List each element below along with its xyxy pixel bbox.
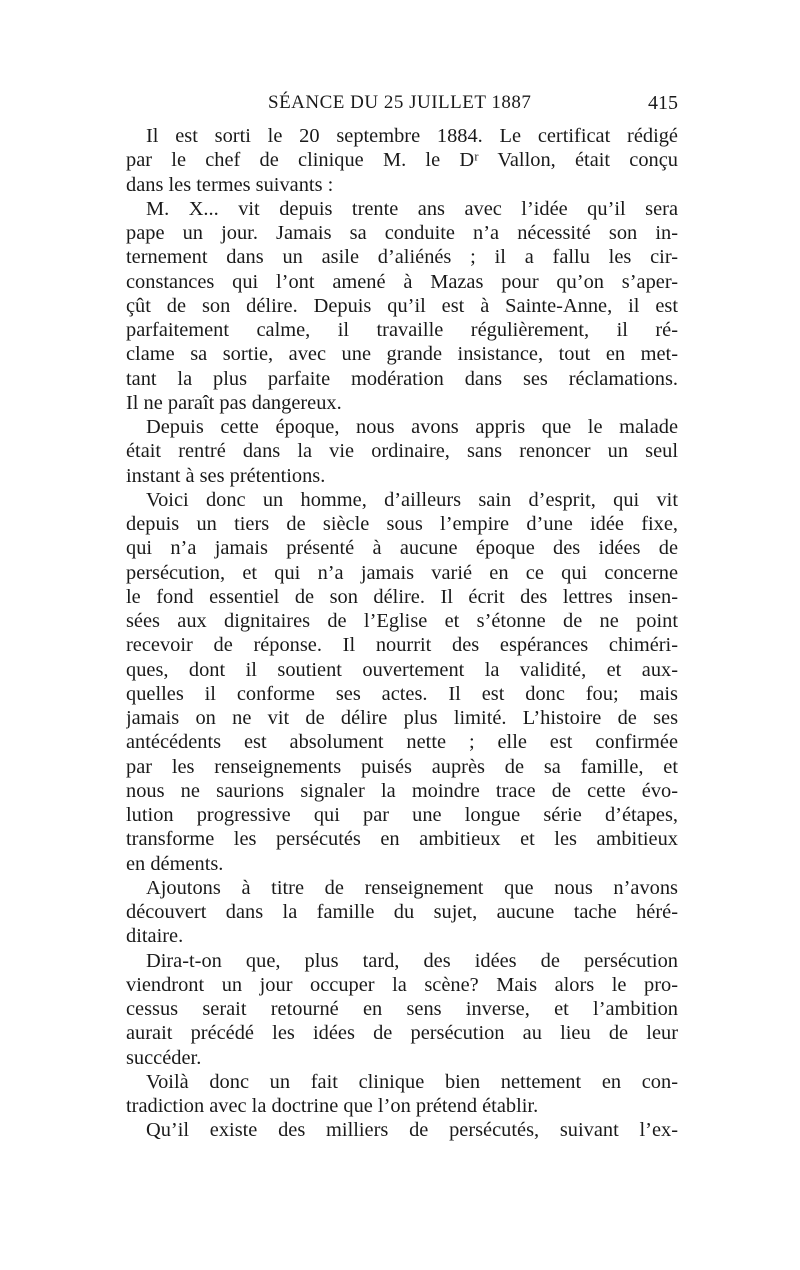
text-line: Il est sorti le 20 septembre 1884. Le certificat rédigé — [146, 125, 678, 147]
text-line: en déments. — [126, 852, 224, 875]
text-line: Dira-t-on que, plus tard, des idées de persécution — [146, 949, 678, 972]
text-line: le fond essentiel de son délire. Il écrit des lettres insen- — [126, 585, 678, 608]
text-line: recevoir de réponse. Il nourrit des espérances chiméri- — [126, 634, 678, 657]
text-line: qui n’a jamais présenté à aucune époque des idées de — [126, 537, 678, 560]
text-line: par le chef de clinique M. le Dʳ Vallon, était conçu — [126, 149, 678, 172]
text-line: tant la plus parfaite modération dans ses réclamations. — [126, 367, 678, 390]
text-line: ternement dans un asile d’aliénés ; il a fallu les cir- — [126, 246, 678, 269]
running-head — [126, 92, 678, 120]
text-line: quelles il conforme ses actes. Il est donc fou; mais — [126, 682, 678, 705]
text-line: Voilà donc un fait clinique bien nettement en con- — [146, 1070, 678, 1093]
text-line: tradiction avec la doctrine que l’on prétend établir. — [126, 1095, 539, 1117]
text-line: était rentré dans la vie ordinaire, sans renoncer un seul — [126, 440, 678, 463]
text-line: pape un jour. Jamais sa conduite n’a nécessité son in- — [126, 222, 678, 244]
text-line: aurait précédé les idées de persécution au lieu de leur — [126, 1022, 678, 1045]
running-title: SÉANCE DU 25 JUILLET 1887 — [268, 92, 532, 113]
text-line: jamais on ne vit de délire plus limité. L’histoire de ses — [126, 707, 678, 729]
text-line: lution progressive qui par une longue série d’étapes, — [126, 804, 678, 826]
text-line: persécution, et qui n’a jamais varié en ce qui concerne — [126, 561, 678, 584]
text-line: antécédents est absolument nette ; elle est confirmée — [126, 731, 678, 754]
text-line: M. X... vit depuis trente ans avec l’idée qu’il sera — [146, 197, 678, 220]
text-line: Voici donc un homme, d’ailleurs sain d’esprit, qui vit — [146, 488, 678, 511]
text-line: parfaitement calme, il travaille régulièrement, il ré- — [126, 319, 678, 341]
body-text — [126, 124, 678, 1143]
text-line: cessus serait retourné en sens inverse, et l’ambition — [126, 998, 678, 1020]
text-line: dans les termes suivants : — [126, 173, 334, 196]
text-line: sées aux dignitaires de l’Eglise et s’étonne de ne point — [126, 610, 678, 632]
text-line: succéder. — [126, 1046, 202, 1069]
text-line: çût de son délire. Depuis qu’il est à Sainte-Anne, il est — [126, 294, 678, 317]
page-number: 415 — [648, 92, 678, 114]
text-line: constances qui l’ont amené à Mazas pour qu’on s’aper- — [126, 270, 678, 293]
text-line: Il ne paraît pas dangereux. — [126, 391, 342, 414]
text-line: par les renseignements puisés auprès de sa famille, et — [126, 755, 678, 778]
text-line: viendront un jour occuper la scène? Mais alors le pro- — [126, 973, 678, 996]
text-line: depuis un tiers de siècle sous l’empire d’une idée fixe, — [126, 513, 678, 535]
text-line: Qu’il existe des milliers de persécutés, suivant l’ex- — [146, 1119, 678, 1142]
text-line: Ajoutons à titre de renseignement que nous n’avons — [146, 876, 678, 899]
text-line: instant à ses prétentions. — [126, 464, 326, 487]
text-line: ques, dont il soutient ouvertement la validité, et aux- — [126, 658, 678, 681]
text-line: nous ne saurions signaler la moindre trace de cette évo- — [126, 779, 678, 802]
text-line: clame sa sortie, avec une grande insistance, tout en met- — [126, 343, 678, 366]
text-line: découvert dans la famille du sujet, aucune tache héré- — [126, 901, 678, 923]
text-line: Depuis cette époque, nous avons appris que le malade — [146, 416, 678, 438]
text-line: transforme les persécutés en ambitieux et les ambitieux — [126, 828, 678, 851]
text-line: ditaire. — [126, 925, 184, 948]
